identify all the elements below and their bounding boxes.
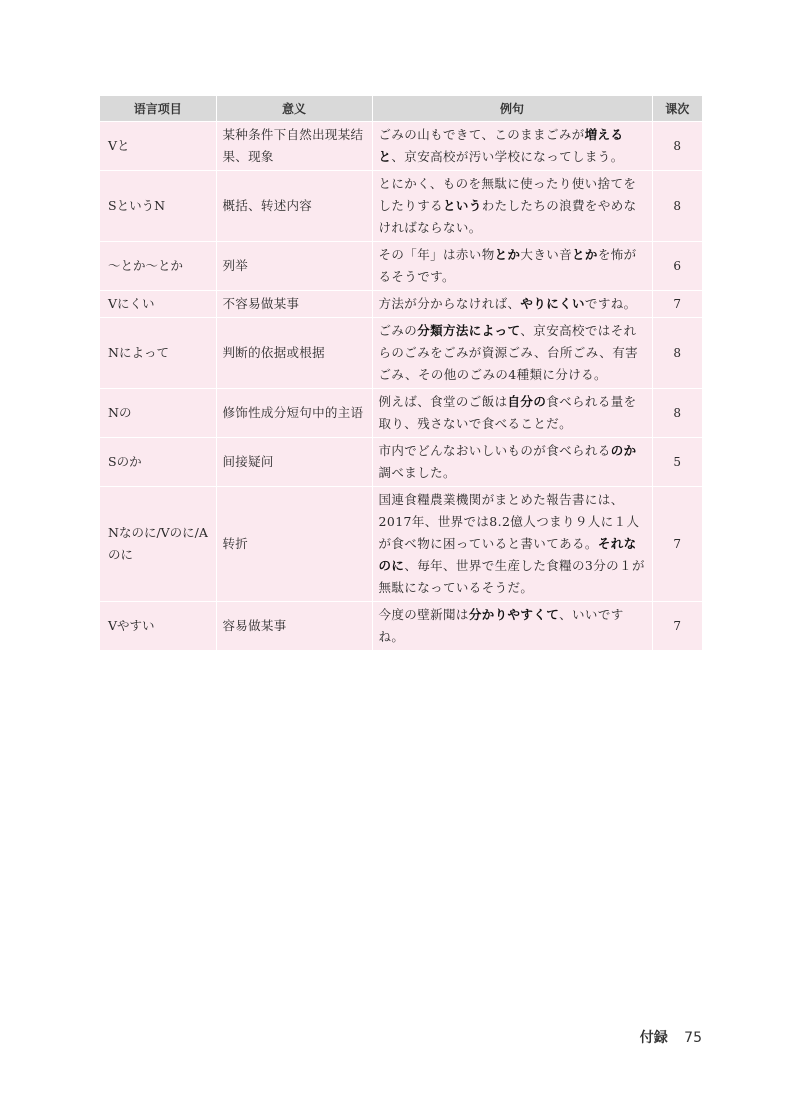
cell-meaning: 容易做某事 xyxy=(216,602,372,651)
example-text: ごみの山もできて、このままごみが xyxy=(378,127,585,142)
table-row xyxy=(100,318,702,389)
example-text: 、いいですね。 xyxy=(378,607,624,644)
highlighted-phrase: のか xyxy=(610,443,637,458)
cell-lesson: 8 xyxy=(652,171,702,242)
example-text: 今度の壁新聞は xyxy=(378,607,469,622)
cell-meaning: 不容易做某事 xyxy=(216,291,372,318)
highlighted-phrase: 分類方法によって xyxy=(417,323,521,338)
header-lesson: 课次 xyxy=(652,96,702,122)
cell-item: Nによって xyxy=(100,318,216,389)
example-text: を怖がるそうです。 xyxy=(378,247,637,284)
example-text: 調べました。 xyxy=(378,465,456,480)
table-row xyxy=(100,389,702,438)
cell-item: SというN xyxy=(100,171,216,242)
cell-example xyxy=(372,389,652,438)
cell-meaning: 列举 xyxy=(216,242,372,291)
example-text: わたしたちの浪費をやめなければならない。 xyxy=(378,198,637,235)
cell-example xyxy=(372,602,652,651)
cell-example xyxy=(372,122,652,171)
highlighted-phrase: という xyxy=(443,198,482,213)
highlighted-phrase: やりにくい xyxy=(520,296,585,311)
cell-lesson: 8 xyxy=(652,122,702,171)
highlighted-phrase: 自分の xyxy=(507,394,547,409)
example-text: 国連食糧農業機関がまとめた報告書には、2017年、世界では8.2億人つまり９人に１人が食べ物に困っていると書いてある。 xyxy=(378,492,640,551)
header-example: 例句 xyxy=(372,96,652,122)
table-row xyxy=(100,171,702,242)
example-text: 例えば、食堂のご飯は xyxy=(378,394,508,409)
cell-example xyxy=(372,487,652,602)
table-row xyxy=(100,122,702,171)
appendix-label: 付録 xyxy=(639,1030,668,1046)
table-row xyxy=(100,242,702,291)
table-header-row xyxy=(100,96,702,122)
highlighted-phrase: 増えると xyxy=(378,127,624,164)
cell-meaning: 间接疑问 xyxy=(216,438,372,487)
table-row xyxy=(100,438,702,487)
cell-item: Vにくい xyxy=(100,291,216,318)
highlighted-phrase: 分かりやすくて xyxy=(468,607,560,622)
cell-lesson: 7 xyxy=(652,487,702,602)
table-row xyxy=(100,291,702,318)
example-text: とにかく、ものを無駄に使ったり使い捨てをしたりする xyxy=(378,176,637,213)
header-item: 语言项目 xyxy=(100,96,216,122)
example-text: 食べられる量を取り、残さないで食べることだ。 xyxy=(378,394,637,431)
cell-lesson: 7 xyxy=(652,291,702,318)
cell-lesson: 5 xyxy=(652,438,702,487)
cell-example xyxy=(372,318,652,389)
example-text: 、毎年、世界で生産した食糧の3分の１が無駄になっているそうだ。 xyxy=(378,558,645,595)
example-text: 大きい音 xyxy=(520,247,573,262)
cell-example xyxy=(372,438,652,487)
cell-item: Vやすい xyxy=(100,602,216,651)
page-number: 75 xyxy=(684,1030,702,1046)
table-row xyxy=(100,602,702,651)
example-text: 方法が分からなければ、 xyxy=(378,296,521,311)
cell-meaning: 转折 xyxy=(216,487,372,602)
example-text: 市内でどんなおいしいものが食べられる xyxy=(378,443,611,458)
cell-meaning: 概括、转述内容 xyxy=(216,171,372,242)
cell-example xyxy=(372,291,652,318)
cell-example xyxy=(372,242,652,291)
cell-example xyxy=(372,171,652,242)
cell-lesson: 7 xyxy=(652,602,702,651)
highlighted-phrase: それなのに xyxy=(378,536,637,573)
cell-item: Vと xyxy=(100,122,216,171)
cell-meaning: 某种条件下自然出现某结果、现象 xyxy=(216,122,372,171)
header-meaning: 意义 xyxy=(216,96,372,122)
cell-meaning: 判断的依据或根据 xyxy=(216,318,372,389)
table-row xyxy=(100,487,702,602)
example-text: 、京安高校ではそれらのごみをごみが資源ごみ、台所ごみ、有害ごみ、その他のごみの4種類に分ける。 xyxy=(378,323,639,382)
example-text: その「年」は赤い物 xyxy=(378,247,495,262)
example-text: ですね。 xyxy=(584,296,637,311)
highlighted-phrase: とか xyxy=(494,247,521,262)
cell-lesson: 6 xyxy=(652,242,702,291)
example-text: ごみの xyxy=(378,323,418,338)
highlighted-phrase: とか xyxy=(572,247,598,262)
cell-lesson: 8 xyxy=(652,318,702,389)
cell-lesson: 8 xyxy=(652,389,702,438)
table-body xyxy=(100,122,702,651)
cell-item: Nの xyxy=(100,389,216,438)
cell-item: Nなのに/Vのに/Aのに xyxy=(100,487,216,602)
example-text: 、京安高校が汚い学校になってしまう。 xyxy=(391,149,624,164)
page-footer xyxy=(640,1027,702,1047)
cell-item: Sのか xyxy=(100,438,216,487)
cell-meaning: 修饰性成分短句中的主语 xyxy=(216,389,372,438)
grammar-table xyxy=(100,96,702,650)
grammar-table-container xyxy=(100,96,702,650)
cell-item: ～とか～とか xyxy=(100,242,216,291)
